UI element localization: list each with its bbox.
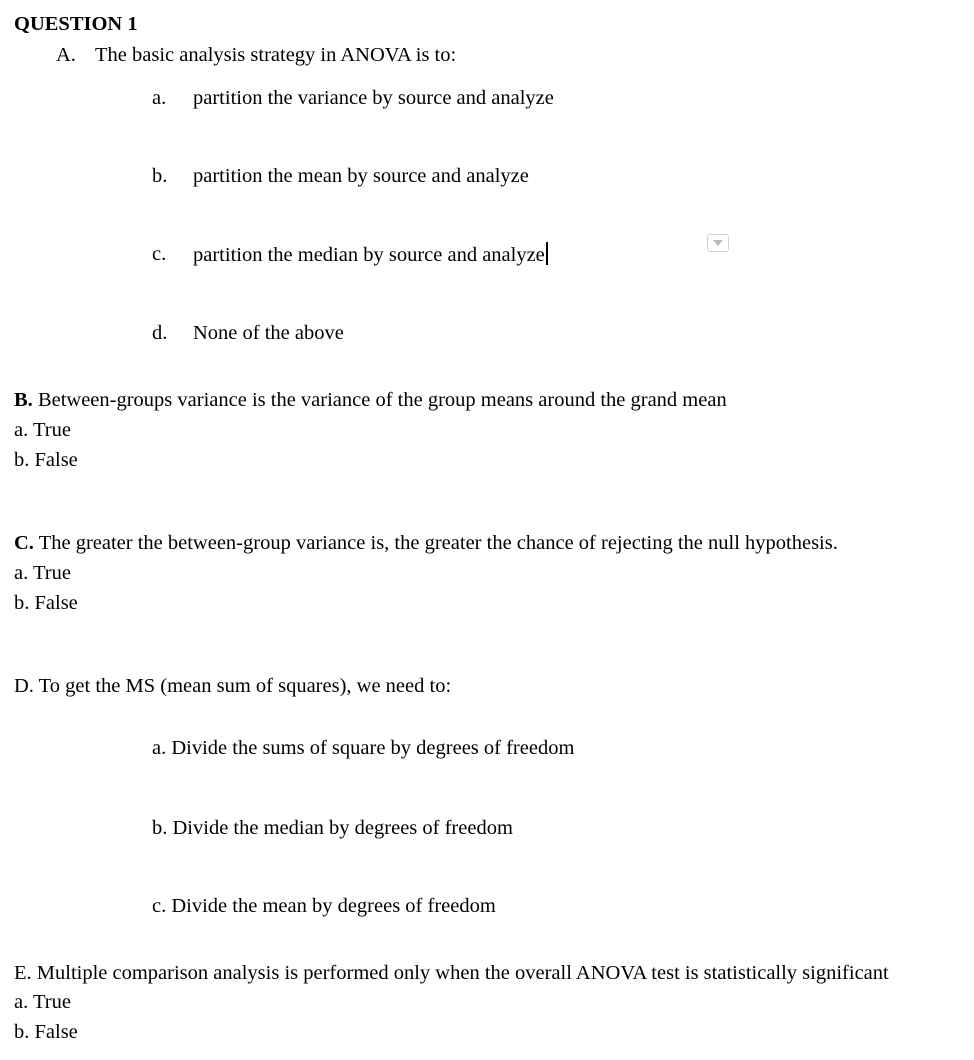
part-c-question: The greater the between-group variance is, the greater the chance of rejecting the null hypothesis. (38, 532, 838, 554)
part-a-marker: A. (56, 44, 76, 66)
part-b-option-false: b. False (14, 449, 78, 471)
part-d-option-c: c. Divide the mean by degrees of freedom (152, 895, 496, 917)
part-d-option-a: a. Divide the sums of square by degrees of freedom (152, 737, 575, 759)
part-c-question-line (14, 531, 838, 555)
part-c-option-false: b. False (14, 592, 78, 614)
part-a-option-d: None of the above (193, 322, 344, 344)
chevron-down-icon (713, 240, 723, 246)
part-a-question: The basic analysis strategy in ANOVA is to: (95, 44, 457, 66)
part-a-option-b-marker: b. (152, 165, 168, 187)
part-e-question: E. Multiple comparison analysis is performed only when the overall ANOVA test is statistically significant (14, 962, 889, 984)
text-cursor-icon (546, 242, 548, 265)
part-a-option-d-marker: d. (152, 322, 168, 344)
part-a-option-a-marker: a. (152, 87, 167, 109)
part-a-option-c-line[interactable] (193, 242, 548, 267)
part-e-option-false: b. False (14, 1021, 78, 1043)
question-title: QUESTION 1 (14, 13, 138, 35)
part-c-marker: C. (14, 532, 34, 554)
part-b-marker: B. (14, 389, 33, 411)
part-d-question: D. To get the MS (mean sum of squares), we need to: (14, 675, 452, 697)
part-a-option-a: partition the variance by source and analyze (193, 87, 554, 109)
part-b-question: Between-groups variance is the variance of the group means around the grand mean (37, 389, 727, 411)
part-c-option-true: a. True (14, 562, 71, 584)
part-d-option-b: b. Divide the median by degrees of freedom (152, 817, 513, 839)
part-b-option-true: a. True (14, 419, 71, 441)
dropdown-button[interactable] (707, 234, 729, 252)
part-e-option-true: a. True (14, 991, 71, 1013)
part-a-option-c: partition the median by source and analyze (193, 244, 545, 266)
part-a-option-b: partition the mean by source and analyze (193, 165, 529, 187)
part-a-option-c-marker: c. (152, 243, 167, 265)
part-b-question-line (14, 388, 727, 412)
